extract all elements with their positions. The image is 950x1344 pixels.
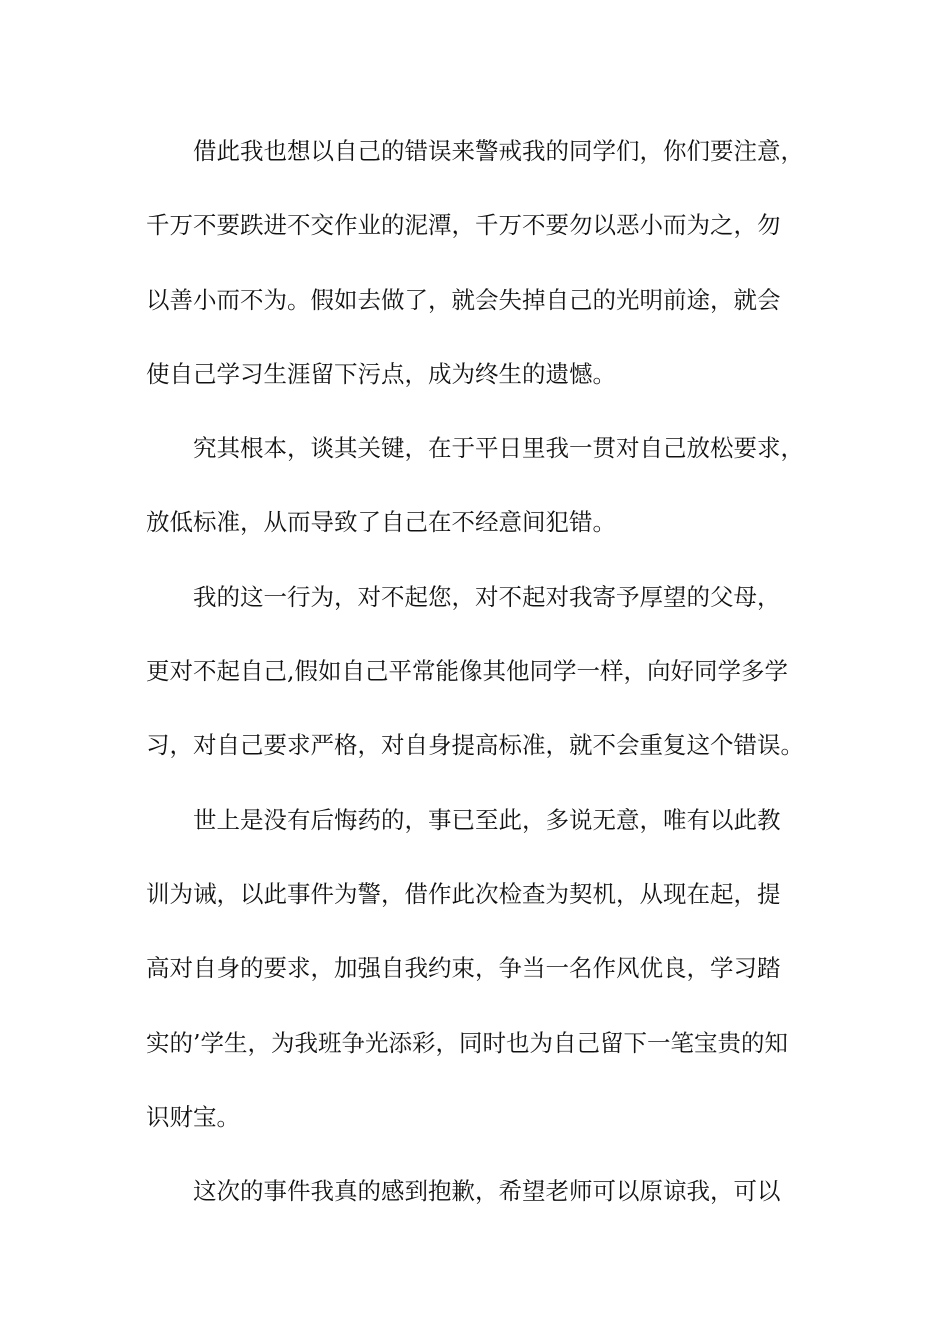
paragraph-2-line-1: 究其根本，谈其关键，在于平日里我一贯对自己放松要求， — [193, 434, 804, 463]
paragraph-4-line-5: 识财宝。 — [146, 1102, 240, 1131]
paragraph-1-line-2: 千万不要跌进不交作业的泥潭，千万不要勿以恶小而为之，勿 — [146, 211, 781, 240]
paragraph-4-line-1: 世上是没有后悔药的，事已至此，多说无意，唯有以此教 — [193, 805, 781, 834]
paragraph-1-line-3: 以善小而不为。假如去做了，就会失掉自己的光明前途，就会 — [146, 285, 781, 314]
paragraph-1-line-1: 借此我也想以自己的错误来警戒我的同学们，你们要注意， — [193, 137, 804, 165]
paragraph-4-line-2: 训为诫，以此事件为警，借作此次检查为契机，从现在起，提 — [146, 879, 781, 908]
paragraph-3-line-1: 我的这一行为，对不起您，对不起对我寄予厚望的父母， — [193, 582, 781, 611]
paragraph-2-line-2: 放低标准，从而导致了自己在不经意间犯错。 — [146, 508, 616, 537]
paragraph-1-line-4: 使自己学习生涯留下污点，成为终生的遗憾。 — [146, 359, 616, 388]
paragraph-3-line-3: 习，对自己要求严格，对自身提高标准，就不会重复这个错误。 — [146, 731, 804, 760]
paragraph-5-line-1: 这次的事件我真的感到抱歉，希望老师可以原谅我，可以 — [193, 1177, 781, 1206]
paragraph-4-line-3: 高对自身的要求，加强自我约束，争当一名作风优良，学习踏 — [146, 954, 781, 983]
paragraph-4-line-4: 实的’学生，为我班争光添彩，同时也为自己留下一笔宝贵的知 — [146, 1028, 788, 1057]
document-body — [146, 128, 836, 1242]
paragraph-3-line-2: 更对不起自己,假如自己平常能像其他同学一样，向好同学多学 — [146, 657, 788, 686]
